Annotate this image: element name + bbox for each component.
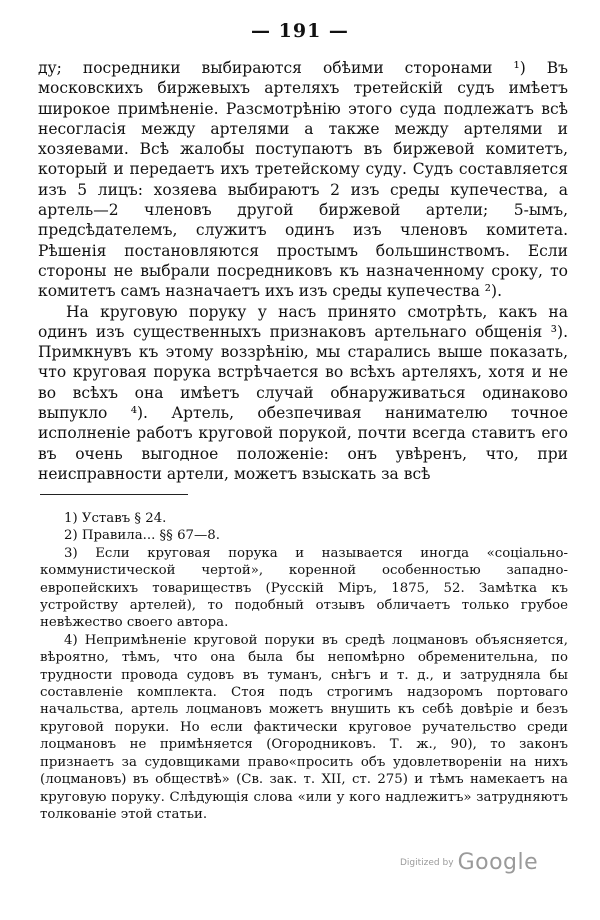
footnote: 2) Правила... §§ 67—8. — [64, 528, 220, 544]
google-logo: Google — [457, 850, 539, 875]
paragraph: ду; посредники выбираются обѣими сторонами ¹) Въ московскихъ биржевыхъ артеляхъ третейскій судъ имѣетъ широкое примѣненіе. Разсмотрѣнію этого суда подлежатъ всѣ несогласія между артелями а также между артелями и хозяевами. Всѣ жалобы поступаютъ въ биржевой комитетъ, который и передаетъ ихъ третейскому суду. Судъ составляется изъ 5 лицъ: хозяева выбираютъ 2 изъ среды купечества, а артель—2 членовъ другой биржевой артели; 5-ымъ, предсѣдателемъ, служитъ одинъ изъ членовъ комитета. Рѣшенія постановляются простымъ большинствомъ. Если стороны не выбрали посредниковъ къ назначенному сроку, то комитетъ самъ назначаетъ ихъ изъ среды купечества ²). — [38, 59, 568, 301]
watermark-prefix: Digitized by — [400, 857, 454, 868]
footnote: 1) Уставъ § 24. — [64, 511, 167, 526]
footnote: 4) Непримѣненіе круговой поруки въ средѣ лоцмановъ объясняется, вѣроятно, тѣмъ, что она была бы непомѣрно обременительна, по трудности провода судовъ въ туманъ, снѣгъ и т. д., и затрудняла бы составленіе комплекта. Стоя подъ строгимъ надзоромъ портоваго начальства, артель лоцмановъ можетъ внушить къ себѣ довѣріе и безъ круговой поруки. Но если фактически круговое ручательство среди лоцмановъ не примѣняется (Огородниковъ. Т. ж., 90), то законъ признаетъ за судовщиками право«просить объ удовлетвореніи на нихъ (лоцмановъ) въ обществѣ» (Св. зак. т. XII, ст. 275) и тѣмъ намекаетъ на круговую поруку. Слѣдующія слова «или у кого надлежитъ» затрудняютъ толкованіе этой статьи. — [40, 632, 568, 822]
digitized-watermark — [400, 850, 538, 875]
main-text — [38, 58, 568, 484]
paragraph: На круговую поруку у насъ принято смотрѣть, какъ на одинъ изъ существенныхъ признаковъ артельнаго общенія ³). Примкнувъ къ этому воззрѣнію, мы старались выше показать, что круговая порука встрѣчается во всѣхъ артеляхъ, хотя и не во всѣхъ она имѣетъ случай обнаруживаться одинаково выпукло ⁴). Артель, обезпечивая нанимателю точное исполненіе работъ круговой порукой, почти всегда ставитъ его въ очень выгодное положеніе: онъ увѣренъ, что, при неисправности артели, можетъ взыскать за всѣ — [38, 302, 568, 483]
footnote-divider — [40, 494, 188, 495]
footnotes — [40, 510, 568, 823]
page-number: — 191 — — [251, 20, 349, 42]
footnote: 3) Если круговая порука и называется иногда «соціально-коммунистической чертой», коренной особенностью западно-европейскихъ товариществъ (Русскій Міръ, 1875, 52. Замѣтка къ устройству артелей), то подобный отзывъ обличаетъ только грубое невѣжество своего автора. — [40, 545, 568, 631]
